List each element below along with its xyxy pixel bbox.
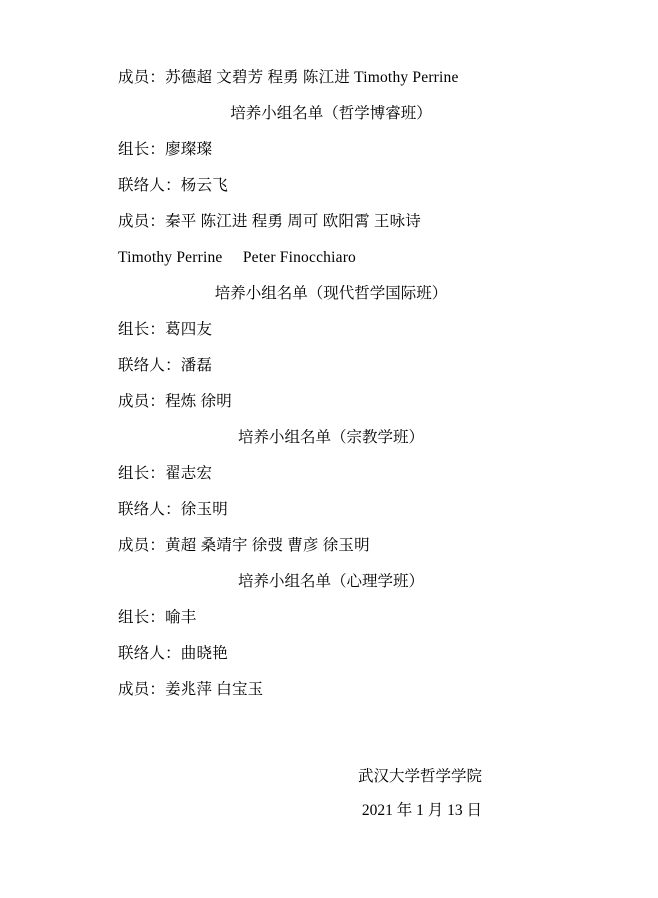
section-heading-psychology: 培养小组名单（心理学班）	[237, 573, 424, 590]
paragraph-leader-2: 组长：葛四友	[118, 321, 213, 338]
paragraph-members-1-cont: Timothy Perrine Peter Finocchiaro	[118, 249, 357, 266]
signature-date: 2021 年 1 月 13 日	[361, 802, 482, 819]
paragraph-leader-1: 组长：廖璨璨	[118, 141, 213, 158]
section-heading-religious-studies: 培养小组名单（宗教学班）	[237, 429, 424, 446]
paragraph-contact-3: 联络人：徐玉明	[118, 501, 228, 518]
paragraph-members-4: 成员：姜兆萍 白宝玉	[118, 681, 264, 698]
paragraph-members-0: 成员：苏德超 文碧芳 程勇 陈江进 Timothy Perrine	[118, 69, 459, 86]
paragraph-members-1: 成员：秦平 陈江进 程勇 周可 欧阳霄 王咏诗	[118, 213, 421, 230]
paragraph-contact-4: 联络人：曲晓艳	[118, 645, 228, 662]
signature-organization: 武汉大学哲学学院	[357, 768, 482, 785]
paragraph-contact-1: 联络人：杨云飞	[118, 177, 228, 194]
paragraph-contact-2: 联络人：潘磊	[118, 357, 213, 374]
paragraph-members-3: 成员：黄超 桑靖宇 徐弢 曹彦 徐玉明	[118, 537, 370, 554]
section-heading-philosophy-borui: 培养小组名单（哲学博睿班）	[230, 105, 432, 122]
paragraph-members-2: 成员：程炼 徐明	[118, 393, 232, 410]
paragraph-leader-4: 组长：喻丰	[118, 609, 197, 626]
paragraph-leader-3: 组长：翟志宏	[118, 465, 213, 482]
signature-block	[118, 760, 568, 828]
section-heading-modern-philosophy-intl: 培养小组名单（现代哲学国际班）	[214, 285, 448, 302]
